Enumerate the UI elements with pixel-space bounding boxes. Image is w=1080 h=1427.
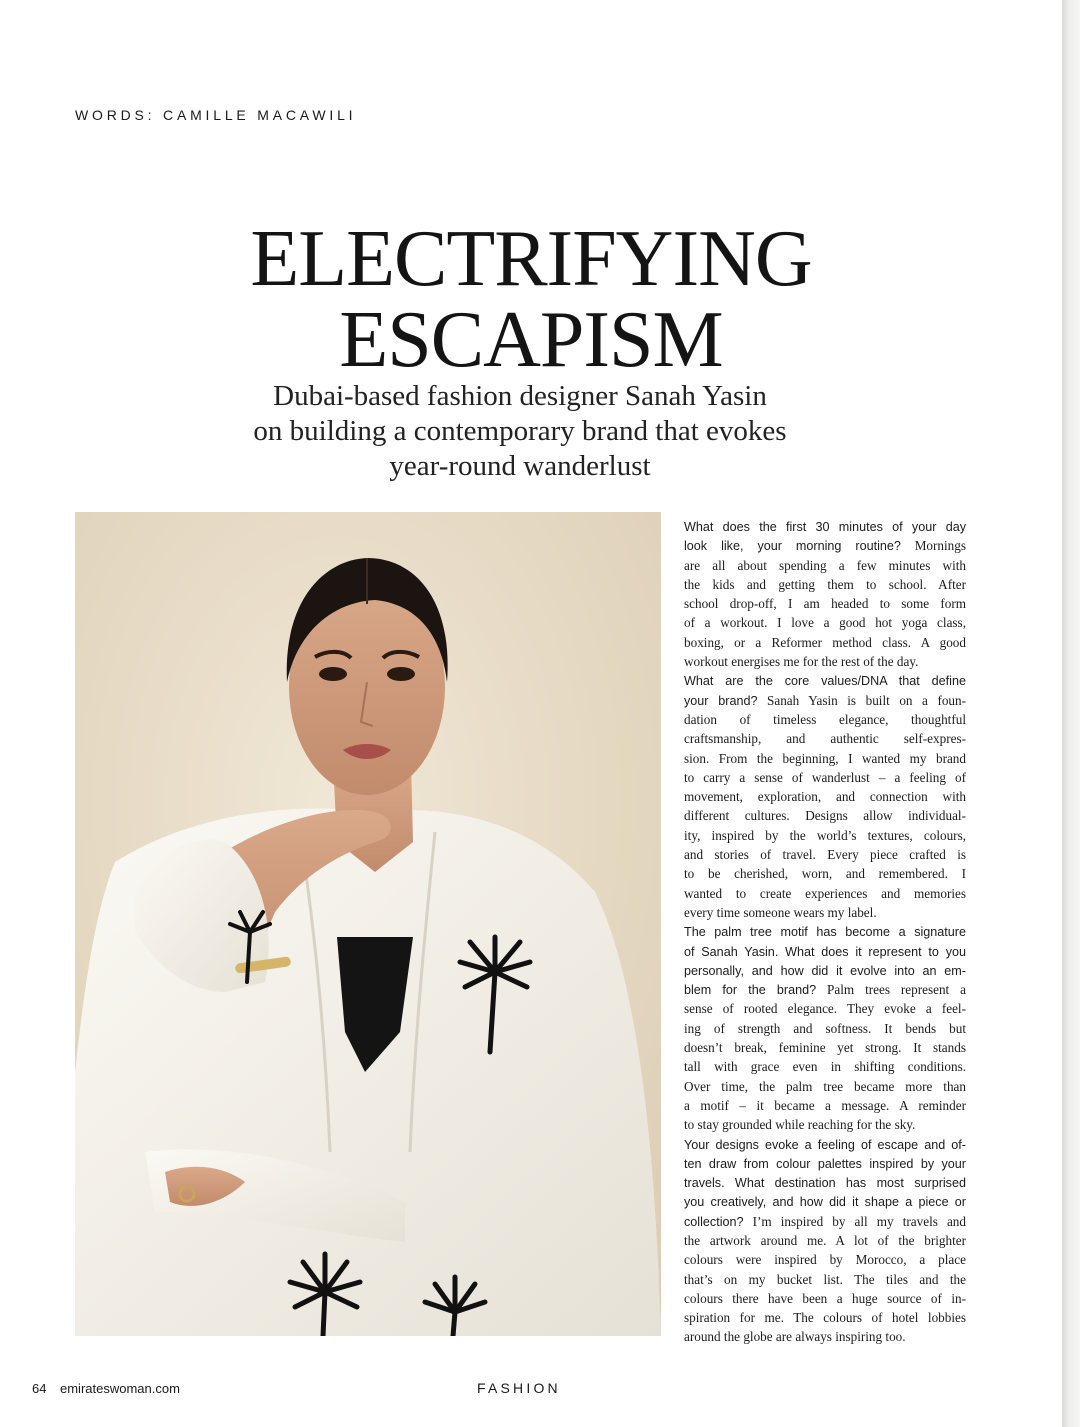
standfirst-line: on building a contemporary brand that evokes xyxy=(253,415,787,447)
body-line xyxy=(684,1173,966,1192)
question-text: ten draw from colour palettes inspired by your xyxy=(684,1156,966,1171)
body-line xyxy=(684,980,966,999)
body-line xyxy=(684,633,966,652)
answer-text: the kids and getting them to school. After xyxy=(684,576,966,592)
body-line xyxy=(684,826,966,845)
question-text: your brand? xyxy=(684,693,758,708)
body-line xyxy=(684,787,966,806)
answer-text: movement, exploration, and connection with xyxy=(684,789,966,805)
question-text: The palm tree motif has become a signature xyxy=(684,925,966,940)
body-line xyxy=(684,1231,966,1250)
body-line xyxy=(684,1077,966,1096)
answer-text: around the globe are always inspiring too. xyxy=(684,1329,906,1345)
body-line xyxy=(684,806,966,825)
answer-text: of a workout. I love a good hot yoga class, xyxy=(684,615,966,631)
answer-text: dation of timeless elegance, thoughtful xyxy=(684,711,966,727)
answer-text: every time someone wears my label. xyxy=(684,904,877,920)
standfirst-line: year-round wanderlust xyxy=(389,450,651,482)
body-line xyxy=(684,1096,966,1115)
body-line xyxy=(684,1270,966,1289)
body-line xyxy=(684,1212,966,1231)
body-line xyxy=(684,652,966,671)
answer-text: and stories of travel. Every piece crafted is xyxy=(684,847,966,863)
answer-text: a motif – it became a message. A reminder xyxy=(684,1097,966,1113)
answer-text: colours there have been a huge source of in- xyxy=(684,1290,966,1306)
question-text: Your designs evoke a feeling of escape and of- xyxy=(684,1137,966,1152)
body-line xyxy=(684,594,966,613)
site-name: emirateswoman.com xyxy=(60,1381,180,1396)
answer-text: to carry a sense of wanderlust – a feeling of xyxy=(684,769,966,785)
answer-text: wanted to create experiences and memories xyxy=(684,885,966,901)
question-text: collection? xyxy=(684,1214,744,1229)
body-line xyxy=(684,864,966,883)
body-line xyxy=(684,884,966,903)
body-line xyxy=(684,517,966,536)
body-line xyxy=(684,536,966,555)
body-line xyxy=(684,613,966,632)
headline-line-1: ELECTRIFYING xyxy=(250,215,812,303)
answer-text: ing of strength and softness. It bends but xyxy=(684,1020,966,1036)
body-line xyxy=(684,1135,966,1154)
answer-text: workout energises me for the rest of the day. xyxy=(684,654,919,670)
answer-text: ity, inspired by the world’s textures, colours, xyxy=(684,827,966,843)
body-line xyxy=(684,691,966,710)
answer-text: sense of rooted elegance. They evoke a feel- xyxy=(684,1001,966,1017)
question-text: personally, and how did it evolve into an em- xyxy=(684,963,966,978)
body-line xyxy=(684,1289,966,1308)
body-line xyxy=(684,961,966,980)
body-line xyxy=(684,1308,966,1327)
body-line xyxy=(684,1154,966,1173)
answer-text: sion. From the beginning, I wanted my brand xyxy=(684,750,966,766)
answer-text: spiration for me. The colours of hotel lobbies xyxy=(684,1310,966,1326)
page-number: 64 xyxy=(32,1381,47,1396)
answer-text: doesn’t break, feminine yet strong. It stands xyxy=(684,1040,966,1056)
body-line xyxy=(684,942,966,961)
question-text: blem for the brand? xyxy=(684,983,817,998)
body-line xyxy=(684,922,966,941)
answer-text: craftsmanship, and authentic self-expres- xyxy=(684,731,966,747)
body-line xyxy=(684,1192,966,1211)
body-line xyxy=(684,903,966,922)
body-line xyxy=(684,1250,966,1269)
standfirst-line: Dubai-based fashion designer Sanah Yasin xyxy=(273,380,767,412)
body-line xyxy=(684,749,966,768)
body-line xyxy=(684,1327,966,1346)
answer-text: Mornings xyxy=(900,538,966,554)
body-line xyxy=(684,1038,966,1057)
body-line xyxy=(684,710,966,729)
byline: WORDS: CAMILLE MACAWILI xyxy=(75,107,357,123)
question-text: of Sanah Yasin. What does it represent to you xyxy=(684,944,966,959)
headline-line-2: ESCAPISM xyxy=(339,296,723,384)
answer-text: Palm trees represent a xyxy=(816,982,966,998)
question-text: you creatively, and how did it shape a piece or xyxy=(684,1195,966,1210)
answer-text: to stay grounded while reaching for the sky. xyxy=(684,1117,916,1133)
body-line xyxy=(684,575,966,594)
answer-text: Sanah Yasin is built on a foun- xyxy=(757,692,967,708)
section-name: FASHION xyxy=(477,1380,561,1396)
answer-text: to be cherished, worn, and remembered. I xyxy=(684,866,966,882)
standfirst xyxy=(0,379,1040,484)
answer-text: are all about spending a few minutes with xyxy=(684,557,966,573)
page-edge xyxy=(1062,0,1080,1427)
body-line xyxy=(684,671,966,690)
body-line xyxy=(684,556,966,575)
body-line xyxy=(684,845,966,864)
body-line xyxy=(684,1115,966,1134)
answer-text: Over time, the palm tree became more than xyxy=(684,1078,966,1094)
answer-text: the artwork around me. A lot of the brighter xyxy=(684,1232,966,1248)
answer-text: boxing, or a Reformer method class. A good xyxy=(684,634,966,650)
question-text: look like, your morning routine? xyxy=(684,539,901,554)
body-line xyxy=(684,729,966,748)
answer-text: different cultures. Designs allow individual- xyxy=(684,808,966,824)
body-line xyxy=(684,999,966,1018)
article-body xyxy=(684,517,966,1347)
answer-text: I’m inspired by all my travels and xyxy=(743,1213,966,1229)
body-line xyxy=(684,768,966,787)
answer-text: that’s on my bucket list. The tiles and the xyxy=(684,1271,966,1287)
answer-text: colours were inspired by Morocco, a place xyxy=(684,1252,966,1268)
body-line xyxy=(684,1057,966,1076)
question-text: What does the first 30 minutes of your day xyxy=(684,520,966,534)
answer-text: tall with grace even in shifting conditions. xyxy=(684,1059,966,1075)
question-text: travels. What destination has most surprised xyxy=(684,1176,966,1191)
question-text: What are the core values/DNA that define xyxy=(684,674,966,689)
body-line xyxy=(684,1019,966,1038)
portrait-photo xyxy=(75,512,661,1336)
answer-text: school drop-off, I am headed to some form xyxy=(684,596,966,612)
